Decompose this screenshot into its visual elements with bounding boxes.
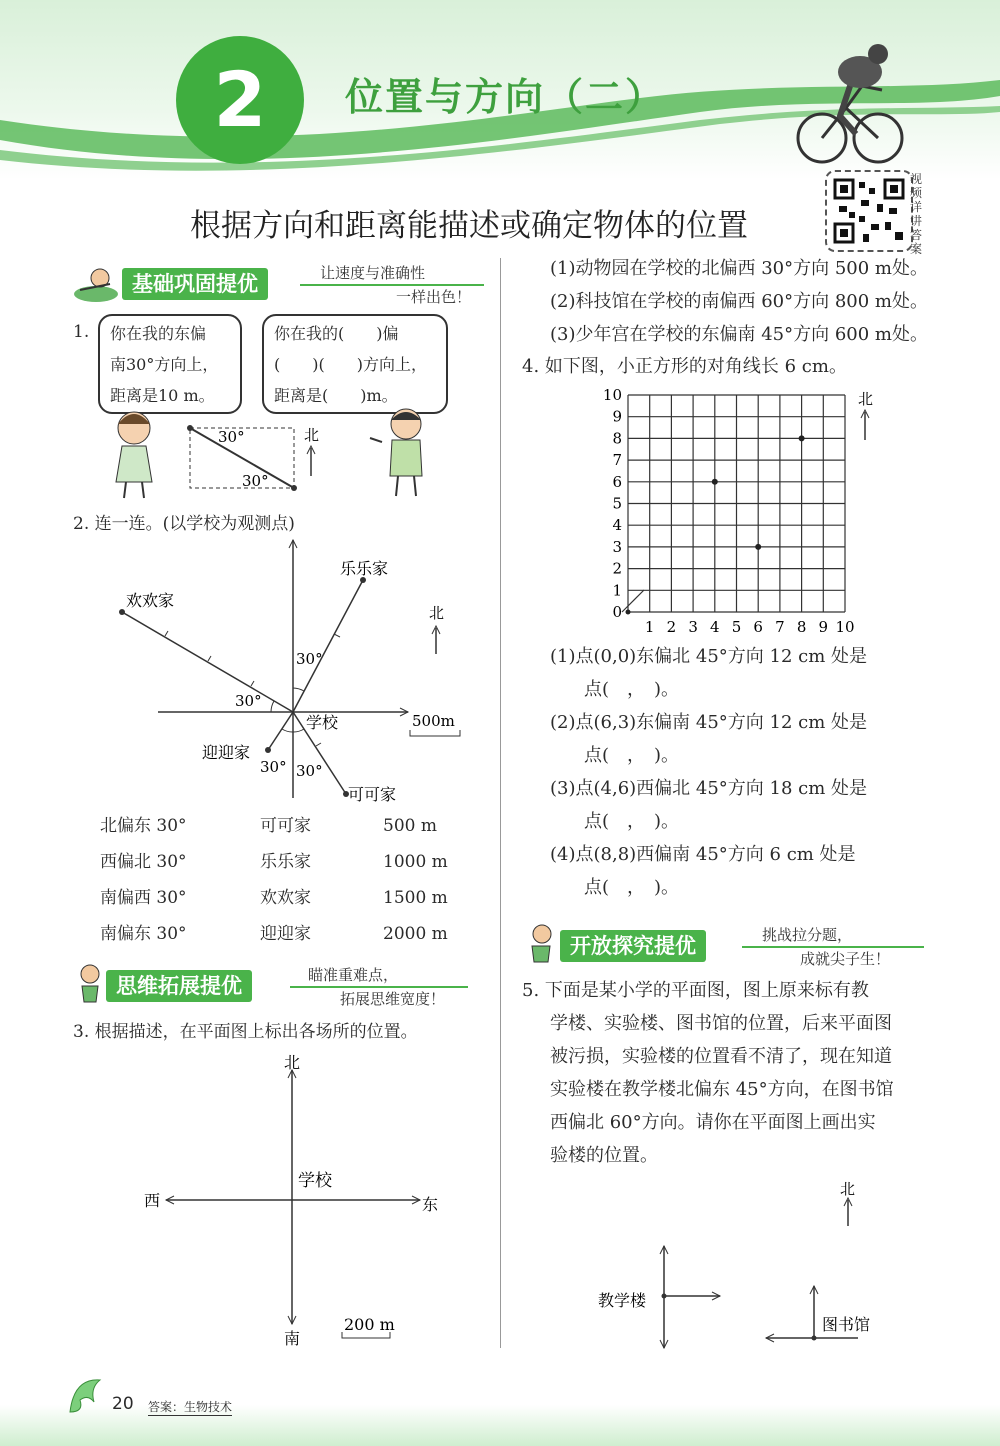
q4-item-line: (1)点(0,0)东偏北 45°方向 12 cm 处是: [550, 646, 868, 667]
q1-boy-line: 距离是( )m。: [274, 386, 398, 405]
q5-line: 西偏北 60°方向。请你在平面图上画出实: [550, 1112, 876, 1133]
section-open-note1: 挑战拉分题，: [762, 926, 853, 944]
q4-item-line: (3)点(4,6)西偏北 45°方向 18 cm 处是: [550, 778, 868, 799]
q3-west: 西: [144, 1191, 161, 1210]
page-subtitle: 根据方向和距离能描述或确定物体的位置: [190, 208, 748, 244]
q4-item-answer[interactable]: 点( ， )。: [584, 679, 680, 700]
q3-item: (1)动物园在学校的北偏西 30°方向 500 m处。: [550, 258, 928, 279]
y-tick-label: 3: [612, 537, 622, 556]
grid-point: [799, 435, 805, 441]
y-tick-label: 2: [612, 559, 622, 578]
section-basic-line: [300, 284, 484, 286]
y-tick-label: 6: [612, 472, 622, 491]
q5-line: 实验楼在教学楼北偏东 45°方向，在图书馆: [550, 1079, 894, 1100]
q4-prompt: 4. 如下图，小正方形的对角线长 6 cm。: [522, 356, 847, 377]
q2-home-item[interactable]: 欢欢家: [260, 888, 311, 908]
x-tick-label: 8: [796, 618, 807, 636]
q1-north: 北: [304, 426, 320, 444]
q2-prompt: 2. 连一连。(以学校为观测点): [73, 514, 295, 534]
section-thinking-note1: 瞄准重难点，: [308, 966, 399, 984]
q4-north: 北: [858, 390, 874, 408]
q3-items: [550, 252, 928, 351]
girl-figure: [116, 412, 152, 498]
runner-mascot-icon: [520, 922, 560, 966]
q1-angle1: 30°: [218, 428, 245, 446]
q1-girl-line: 距离是10 m。: [110, 386, 215, 405]
q3-scale: 200 m: [344, 1315, 395, 1334]
x-tick-label: 10: [835, 618, 855, 636]
section-thinking-title: 思维拓展提优: [106, 970, 252, 1002]
q2-dist-item[interactable]: 2000 m: [383, 924, 448, 944]
q3-north: 北: [284, 1053, 301, 1072]
q2-angle-se: 30°: [296, 762, 323, 780]
q2-home-item[interactable]: 乐乐家: [260, 852, 311, 872]
q2-label-keke: 可可家: [348, 785, 397, 804]
section-thinking-line: [290, 986, 468, 988]
q2-dir-item[interactable]: 北偏东 30°: [100, 816, 187, 836]
q1-angle2: 30°: [242, 472, 269, 490]
footer-note: 答案：生物技术: [148, 1400, 233, 1414]
q1-number: 1.: [73, 322, 90, 342]
q2-label-huanhuan: 欢欢家: [126, 591, 175, 610]
x-tick-label: 5: [731, 618, 742, 636]
q1-diagram: [100, 406, 460, 502]
q3-diagram: [140, 1052, 440, 1350]
q2-col-distance: [383, 808, 448, 952]
grid-point: [755, 544, 761, 550]
grid-point: [712, 479, 718, 485]
q5-north: 北: [840, 1180, 856, 1198]
q2-dist-item[interactable]: 1000 m: [383, 852, 448, 872]
q2-scale: 500m: [412, 712, 455, 730]
x-tick-label: 4: [710, 618, 720, 636]
q1-girl-bubble: [98, 314, 242, 414]
q2-col-home: [260, 808, 311, 952]
q5-teaching: 教学楼: [598, 1291, 647, 1310]
x-tick-label: 2: [666, 618, 677, 636]
q2-dir-item[interactable]: 南偏东 30°: [100, 924, 187, 944]
q2-label-yingying: 迎迎家: [202, 743, 251, 762]
q2-angle-sw: 30°: [260, 758, 287, 776]
q2-angle-w: 30°: [235, 692, 262, 710]
section-open-title: 开放探究提优: [560, 930, 706, 962]
q2-col-direction: [100, 808, 187, 952]
boy-figure: [370, 409, 422, 496]
q2-dir-item[interactable]: 南偏西 30°: [100, 888, 187, 908]
y-tick-label: 1: [612, 581, 622, 600]
section-basic-note1: 让速度与准确性: [320, 264, 426, 282]
q5-diagram: [590, 1176, 910, 1356]
q5-line: 验楼的位置。: [550, 1145, 658, 1166]
y-tick-label: 10: [602, 386, 622, 404]
kid-mascot-icon: [70, 264, 122, 304]
section-basic-title: 基础巩固提优: [122, 268, 268, 300]
q3-item: (2)科技馆在学校的南偏西 60°方向 800 m处。: [550, 291, 928, 312]
q4-grid-chart: [590, 384, 890, 640]
q4-item-answer[interactable]: 点( ， )。: [584, 745, 680, 766]
q2-dir-item[interactable]: 西偏北 30°: [100, 852, 187, 872]
cyclist-icon: [790, 38, 920, 166]
q1-boy-line: ( )( )方向上，: [274, 355, 427, 374]
page-number: 20: [112, 1394, 134, 1414]
x-tick-label: 9: [818, 618, 829, 636]
q3-east: 东: [422, 1195, 439, 1214]
q2-diagram: [110, 536, 480, 808]
chapter-title: 位置与方向（二）: [345, 75, 666, 119]
y-tick-label: 8: [612, 429, 622, 448]
chapter-number: 2: [176, 36, 304, 164]
section-open-note2: 成就尖子生！: [800, 950, 891, 968]
q3-school: 学校: [298, 1171, 332, 1191]
boy-mascot-icon: [72, 962, 108, 1006]
q1-girl-line: 你在我的东偏: [110, 324, 207, 343]
q3-prompt: 3. 根据描述，在平面图上标出各场所的位置。: [73, 1022, 418, 1042]
qr-code[interactable]: [825, 170, 913, 252]
q2-north: 北: [429, 604, 445, 622]
x-tick-label: 1: [644, 618, 655, 636]
y-tick-label: 0: [612, 603, 622, 621]
q3-item: (3)少年宫在学校的东偏南 45°方向 600 m处。: [550, 324, 928, 345]
q2-home-item[interactable]: 迎迎家: [260, 924, 311, 944]
q2-dist-item[interactable]: 1500 m: [383, 888, 448, 908]
column-divider: [500, 258, 501, 1348]
q5-line: 学楼、实验楼、图书馆的位置，后来平面图: [550, 1013, 892, 1034]
y-tick-label: 7: [612, 451, 622, 470]
q1-boy-bubble: [262, 314, 448, 414]
y-tick-label: 5: [612, 494, 622, 513]
y-tick-label: 9: [612, 407, 622, 426]
q5-text: [522, 974, 894, 1172]
q2-home-item[interactable]: 可可家: [260, 816, 311, 836]
y-tick-label: 4: [612, 516, 622, 535]
q3-south: 南: [284, 1329, 301, 1348]
q4-items: [550, 640, 867, 904]
q2-dist-item[interactable]: 500 m: [383, 816, 437, 836]
q5-line: 被污损，实验楼的位置看不清了，现在知道: [550, 1046, 892, 1067]
x-tick-label: 3: [688, 618, 698, 636]
q2-label-school: 学校: [306, 713, 339, 732]
q4-item-line: (4)点(8,8)西偏南 45°方向 6 cm 处是: [550, 844, 856, 865]
dolphin-icon: [64, 1372, 108, 1424]
x-tick-label: 7: [775, 618, 785, 636]
q5-library: 图书馆: [822, 1315, 871, 1334]
q4-item-answer[interactable]: 点( ， )。: [584, 877, 680, 898]
section-thinking-note2: 拓展思维宽度！: [340, 990, 446, 1008]
q1-girl-line: 南30°方向上，: [110, 355, 219, 374]
qr-label: 视频详讲答案: [910, 172, 923, 256]
section-basic-note2: 一样出色！: [396, 288, 472, 306]
q4-item-answer[interactable]: 点( ， )。: [584, 811, 680, 832]
grid-point: [626, 610, 631, 615]
q2-label-lele: 乐乐家: [340, 559, 389, 578]
q4-item-line: (2)点(6,3)东偏南 45°方向 12 cm 处是: [550, 712, 868, 733]
q1-boy-line: 你在我的( )偏: [274, 324, 399, 343]
q5-line: 5. 下面是某小学的平面图，图上原来标有教: [522, 980, 869, 1001]
q2-angle-ne: 30°: [296, 650, 323, 668]
section-open-line: [742, 946, 924, 948]
x-tick-label: 6: [753, 618, 763, 636]
